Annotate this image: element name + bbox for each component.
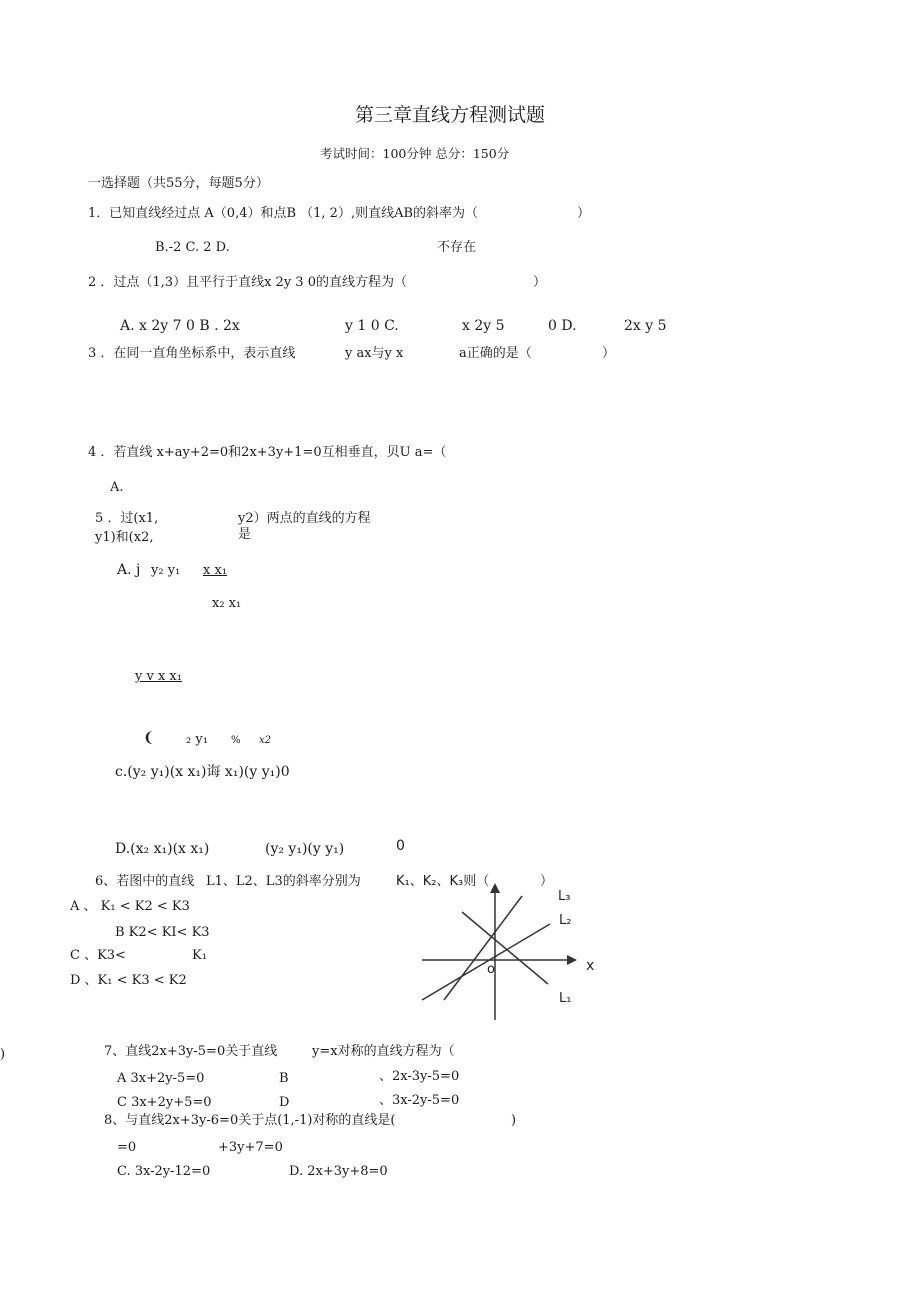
q6-option-b: B K2< KI< K3: [115, 925, 210, 940]
q6-option-d: D 、K₁ < K3 < K2: [70, 973, 187, 988]
page-title: 第三章直线方程测试题: [355, 104, 546, 126]
q5-stem-c: y1)和(x2,: [95, 530, 154, 545]
q7-stray-paren: ): [0, 1047, 6, 1062]
exam-info: 考试时间：100分钟 总分：150分: [320, 146, 510, 161]
q5-option-a-numerator: x x₁: [203, 563, 228, 578]
q2-option-d: 2x y 5: [624, 318, 667, 334]
q6-option-a: A 、 K₁ < K2 < K3: [70, 899, 190, 914]
q2-close-paren: ）: [533, 275, 547, 290]
q6-stem-k: K₁、K₂、K₃则（: [396, 874, 490, 889]
q3-stem: 3 ．在同一直角坐标系中，表示直线: [88, 346, 296, 361]
q2-option-c2: 0 D.: [548, 318, 577, 334]
q1-stem: 1．已知直线经过点 A（0,4）和点B （1, 2）,则直线AB的斜率为（: [88, 206, 479, 221]
q6-option-c: C 、K3<: [70, 948, 126, 963]
q1-options: B.-2 C. 2 D.: [155, 240, 230, 255]
q4-stem: 4 ．若直线 x+ay+2=0和2x+3y+1=0互相垂直，贝U a=（: [88, 445, 447, 460]
q5-option-c: c.(y₂ y₁)(x x₁)诲 x₁)(y y₁)0: [115, 764, 290, 780]
q8-option-c: C. 3x-2y-12=0: [117, 1164, 211, 1179]
q7-option-b: 、2x-3y-5=0: [379, 1069, 460, 1084]
label-l2: L₂: [559, 913, 572, 928]
q5-stem-d: 是: [238, 527, 252, 542]
q3-stem-end: a正确的是（: [459, 346, 532, 361]
q5-option-b-mark: ❨: [143, 730, 155, 746]
q3-close-paren: ）: [602, 346, 616, 361]
q5-option-a-fragment: y₂ y₁: [151, 563, 181, 578]
q3-equations: y ax与y x: [345, 346, 404, 361]
q5-stem-a: 5 ．过(x1,: [95, 511, 159, 526]
q7-option-b-label: B: [279, 1071, 289, 1086]
q7-option-a: A 3x+2y-5=0: [117, 1071, 205, 1086]
q5-option-a-label: A. j: [117, 562, 141, 578]
q6-option-c2: K₁: [192, 948, 207, 963]
q5-option-b-x2: x2: [259, 735, 272, 746]
q1-close-paren: ）: [577, 206, 591, 221]
q8-option-d: D. 2x+3y+8=0: [289, 1164, 388, 1179]
q7-stem-b: y=x对称的直线方程为（: [312, 1044, 455, 1059]
q6-stem-b: L1、L2、L3的斜率分别为: [206, 874, 361, 889]
q5-option-a-denominator: x₂ x₁: [212, 596, 242, 611]
q2-option-b: y 1 0 C.: [345, 318, 399, 334]
q5-option-b-numerator: y v x x₁: [135, 669, 182, 684]
q5-option-b-percent: %: [231, 735, 241, 746]
q7-option-c: C 3x+2y+5=0: [117, 1095, 212, 1110]
line-l1: [462, 912, 548, 984]
q8-option-b: +3y+7=0: [218, 1140, 283, 1155]
q5-option-d-zero: 0: [396, 838, 405, 854]
q7-option-d-label: D: [279, 1095, 290, 1110]
label-origin: o: [487, 962, 495, 977]
q1-option-d: 不存在: [437, 240, 477, 255]
q8-close-paren: ): [511, 1113, 517, 1128]
line-l2: [422, 924, 550, 1000]
label-l1: L₁: [559, 991, 572, 1006]
section-heading: 一选择题（共55分，每题5分）: [88, 176, 269, 191]
q5-option-b-fragment: ₂ y₁: [186, 732, 208, 747]
q8-stem: 8、与直线2x+3y-6=0关于点(1,-1)对称的直线是(: [104, 1113, 396, 1128]
q8-option-a: =0: [117, 1140, 137, 1155]
q5-stem-b: y2）两点的直线的方程: [238, 511, 371, 526]
q7-stem-a: 7、直线2x+3y-5=0关于直线: [104, 1044, 278, 1059]
label-x-axis: x: [586, 958, 595, 974]
q4-option-a: A.: [110, 480, 124, 495]
label-l3: L₃: [558, 889, 571, 904]
x-axis-arrow: [567, 955, 577, 965]
q6-stem-a: 6、若图中的直线: [95, 874, 195, 889]
q2-stem: 2 ．过点（1,3）且平行于直线x 2y 3 0的直线方程为（: [88, 275, 407, 290]
q2-option-a: A. x 2y 7 0 B . 2x: [120, 318, 240, 334]
q5-option-d-left: D.(x₂ x₁)(x x₁): [115, 841, 210, 857]
q2-option-c: x 2y 5: [462, 318, 505, 334]
y-axis-arrow: [490, 883, 500, 893]
q6-close-paren: ）: [540, 874, 554, 889]
q5-option-d-right: (y₂ y₁)(y y₁): [265, 841, 345, 857]
q7-option-d: 、3x-2y-5=0: [379, 1093, 460, 1108]
